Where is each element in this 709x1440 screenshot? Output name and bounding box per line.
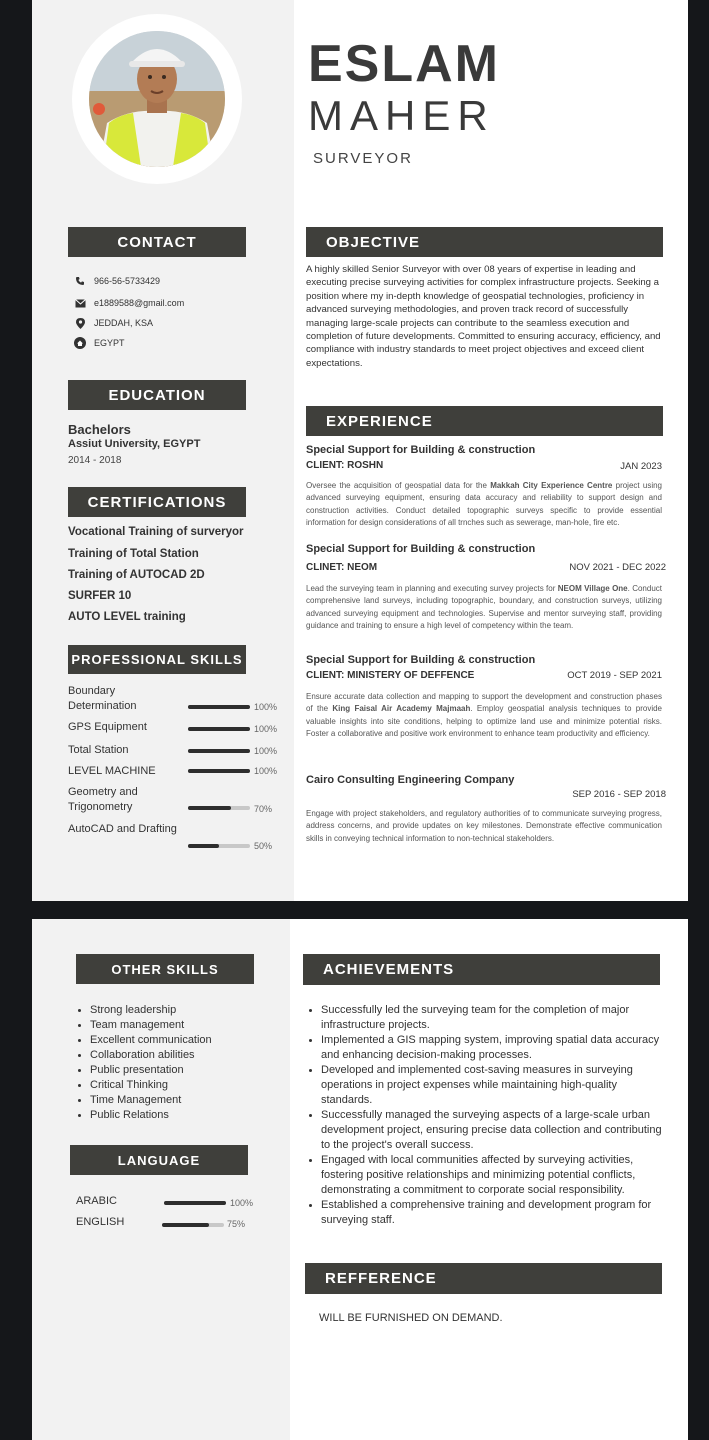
education-heading: EDUCATION <box>68 380 246 410</box>
achievements-heading: ACHIEVEMENTS <box>303 954 660 985</box>
phone-text: 966-56-5733429 <box>94 276 161 286</box>
certification-item: AUTO LEVEL training <box>68 611 186 623</box>
skill-label: LEVEL MACHINE <box>68 765 156 777</box>
objective-text: A highly skilled Senior Surveyor with over 08 years of expertise in leading and executing precise surveying activities for complex infrastructure projects. Seeking a position where my in-depth knowledge of geospatial technologies, proficiency in advanced surveying methodologies, and proven track record of successfully managing large-scale projects can contribute to the seamless execution and completion of future developments. Committed to ensuring accuracy, efficiency, and compliance with industry standards to meet project objectives and exceed client expectations. <box>306 264 661 369</box>
last-name: MAHER <box>308 92 495 139</box>
job-date: NOV 2021 - DEC 2022 <box>569 562 666 573</box>
job-description-text: Ensure accurate data collection and mapping to support the development and construction phases of the <box>306 692 662 714</box>
job-project-name: Makkah City Experience Centre <box>490 481 613 490</box>
job-description <box>306 480 662 530</box>
certification-item: Training of Total Station <box>68 548 199 560</box>
other-skill-item: Time Management <box>76 1093 212 1108</box>
certifications-heading: CERTIFICATIONS <box>68 487 246 517</box>
skill-bar <box>188 727 250 731</box>
location-pin-icon <box>74 317 86 329</box>
certification-item: SURFER 10 <box>68 590 132 602</box>
person-illustration <box>89 31 225 167</box>
other-skill-item: Collaboration abilities <box>76 1048 212 1063</box>
other-skills-list <box>76 1003 212 1123</box>
achievement-item: Established a comprehensive training and development program for surveying staff. <box>307 1198 667 1228</box>
job-description-text: . Employ geospatial analysis techniques to provide valuable insights into site conditions, helping to optimize land use and minimize potential risks. Foster a collaborative and positive work environment to enhance team productivity and efficiency. <box>306 704 663 739</box>
certification-item: Vocational Training of surveryor <box>68 526 244 538</box>
phone-icon <box>74 275 86 287</box>
other-skill-item: Strong leadership <box>76 1003 212 1018</box>
skill-bar-fill <box>188 705 250 709</box>
job-client: CLINET: NEOM <box>306 562 378 573</box>
email-icon <box>74 297 86 309</box>
skills-heading: PROFESSIONAL SKILLS <box>68 645 246 674</box>
language-percent: 75% <box>227 1219 246 1229</box>
language-heading: LANGUAGE <box>70 1145 248 1175</box>
skill-bar <box>188 705 250 709</box>
reference-text: WILL BE FURNISHED ON DEMAND. <box>319 1312 503 1324</box>
skill-label: Boundary Determination <box>68 685 137 712</box>
contact-home <box>74 337 125 349</box>
job-project-name: NEOM Village One <box>557 584 628 593</box>
job-title: Special Support for Building & construction <box>306 543 536 555</box>
profile-photo-frame <box>72 14 242 184</box>
other-skills-heading: OTHER SKILLS <box>76 954 254 984</box>
language-bar-fill <box>164 1201 226 1205</box>
job-description-text: project using advanced surveying equipment, ensuring data accuracy and reliability to support design and construction activities. Conduct detailed topographic surveys specific to provide essential information for design considerations of all trnches such as sewerage, man-hole, fire etc. <box>306 481 662 528</box>
job-description-text: Lead the surveying team in planning and executing survey projects for <box>306 584 558 593</box>
reference-heading: REFFERENCE <box>305 1263 662 1294</box>
language-label: ENGLISH <box>76 1216 125 1228</box>
contact-heading: CONTACT <box>68 227 246 257</box>
job-description-text: Engage with project stakeholders, and regulatory authorities of to communicate surveying progress, address concerns, and provide updates on key milestones. Demonstrate effective communication skills in conveying technical information to non-technical stakeholders. <box>306 809 662 843</box>
skill-bar-fill <box>188 806 231 810</box>
education-years: 2014 - 2018 <box>68 455 122 466</box>
skill-bar <box>188 806 250 810</box>
job-title: Special Support for Building & construction <box>306 444 536 456</box>
job-title: Cairo Consulting Engineering Company <box>306 774 515 786</box>
other-skill-item: Excellent communication <box>76 1033 212 1048</box>
contact-email <box>74 297 184 309</box>
achievement-item: Successfully led the surveying team for the completion of major infrastructure projects. <box>307 1003 667 1033</box>
skill-percent: 50% <box>254 841 273 851</box>
experience-heading: EXPERIENCE <box>306 406 663 436</box>
education-school: Assiut University, EGYPT <box>68 438 201 450</box>
skill-percent: 100% <box>254 702 278 712</box>
home-icon <box>74 337 86 349</box>
skill-bar-fill <box>188 844 219 848</box>
language-percent: 100% <box>230 1198 254 1208</box>
certification-item: Training of AUTOCAD 2D <box>68 569 205 581</box>
job-role: SURVEYOR <box>313 150 413 167</box>
achievements-list <box>307 1003 667 1228</box>
skill-bar-fill <box>188 727 250 731</box>
job-project-name: King Faisal Air Academy Majmaah <box>332 704 471 714</box>
language-label: ARABIC <box>76 1195 117 1207</box>
contact-location <box>74 317 153 329</box>
skill-bar-fill <box>188 749 250 753</box>
other-skill-item: Public Relations <box>76 1108 212 1123</box>
resume-page-1 <box>32 0 688 901</box>
skill-label: Total Station <box>68 744 129 756</box>
job-date: SEP 2016 - SEP 2018 <box>572 789 666 800</box>
home-text: EGYPT <box>94 338 125 348</box>
language-bar-fill <box>162 1223 209 1227</box>
language-bar <box>164 1201 226 1205</box>
skill-label: AutoCAD and Drafting <box>68 823 177 835</box>
achievement-item: Implemented a GIS mapping system, improving spatial data accuracy and enhancing decision-making processes. <box>307 1033 667 1063</box>
skill-label: GPS Equipment <box>68 721 147 733</box>
resume-page-2 <box>32 919 688 1440</box>
job-description <box>306 691 662 741</box>
contact-phone <box>74 275 160 287</box>
skill-percent: 100% <box>254 746 278 756</box>
education-degree: Bachelors <box>68 422 131 437</box>
skill-bar <box>188 769 250 773</box>
job-date: JAN 2023 <box>620 461 662 472</box>
skill-bar <box>188 749 250 753</box>
job-title: Special Support for Building & construction <box>306 654 536 666</box>
job-description <box>306 808 662 845</box>
skill-bar-fill <box>188 769 250 773</box>
job-description-text: Oversee the acquisition of geospatial data for the <box>306 481 491 490</box>
first-name: ESLAM <box>308 35 500 93</box>
skill-label: Geometry and Trigonometry <box>68 786 138 813</box>
skill-percent: 70% <box>254 804 273 814</box>
location-text: JEDDAH, KSA <box>94 318 154 328</box>
other-skill-item: Public presentation <box>76 1063 212 1078</box>
job-date: OCT 2019 - SEP 2021 <box>567 670 662 681</box>
other-skill-item: Critical Thinking <box>76 1078 212 1093</box>
skill-bar <box>188 844 250 848</box>
profile-photo <box>89 31 225 167</box>
language-bar <box>162 1223 224 1227</box>
job-description-text: . Conduct comprehensive land surveys, including topographic, boundary, and construction surveys, utilizing advanced surveying equipment and technologies. Supervise and mentor surveying staff, providing guidance and training to ensure a high level of competency within the team. <box>306 584 663 631</box>
skill-percent: 100% <box>254 724 278 734</box>
email-text[interactable]: e1889588@gmail.com <box>94 298 185 308</box>
achievement-item: Developed and implemented cost-saving measures in surveying operations in project expenses while maintaining high-quality standards. <box>307 1063 667 1108</box>
achievement-item: Successfully managed the surveying aspects of a large-scale urban development project, ensuring precise data collection and contributing to the project's overall success. <box>307 1108 667 1153</box>
left-column <box>32 919 290 1440</box>
other-skill-item: Team management <box>76 1018 212 1033</box>
objective-heading: OBJECTIVE <box>306 227 663 257</box>
job-client: CLIENT: MINISTERY OF DEFFENCE <box>306 670 475 681</box>
job-client: CLIENT: ROSHN <box>306 460 384 471</box>
job-description <box>306 583 662 633</box>
achievement-item: Engaged with local communities affected by surveying activities, fostering positive relationships and minimizing potential conflicts, demonstrating a commitment to corporate social responsibility. <box>307 1153 667 1198</box>
skill-percent: 100% <box>254 766 278 776</box>
